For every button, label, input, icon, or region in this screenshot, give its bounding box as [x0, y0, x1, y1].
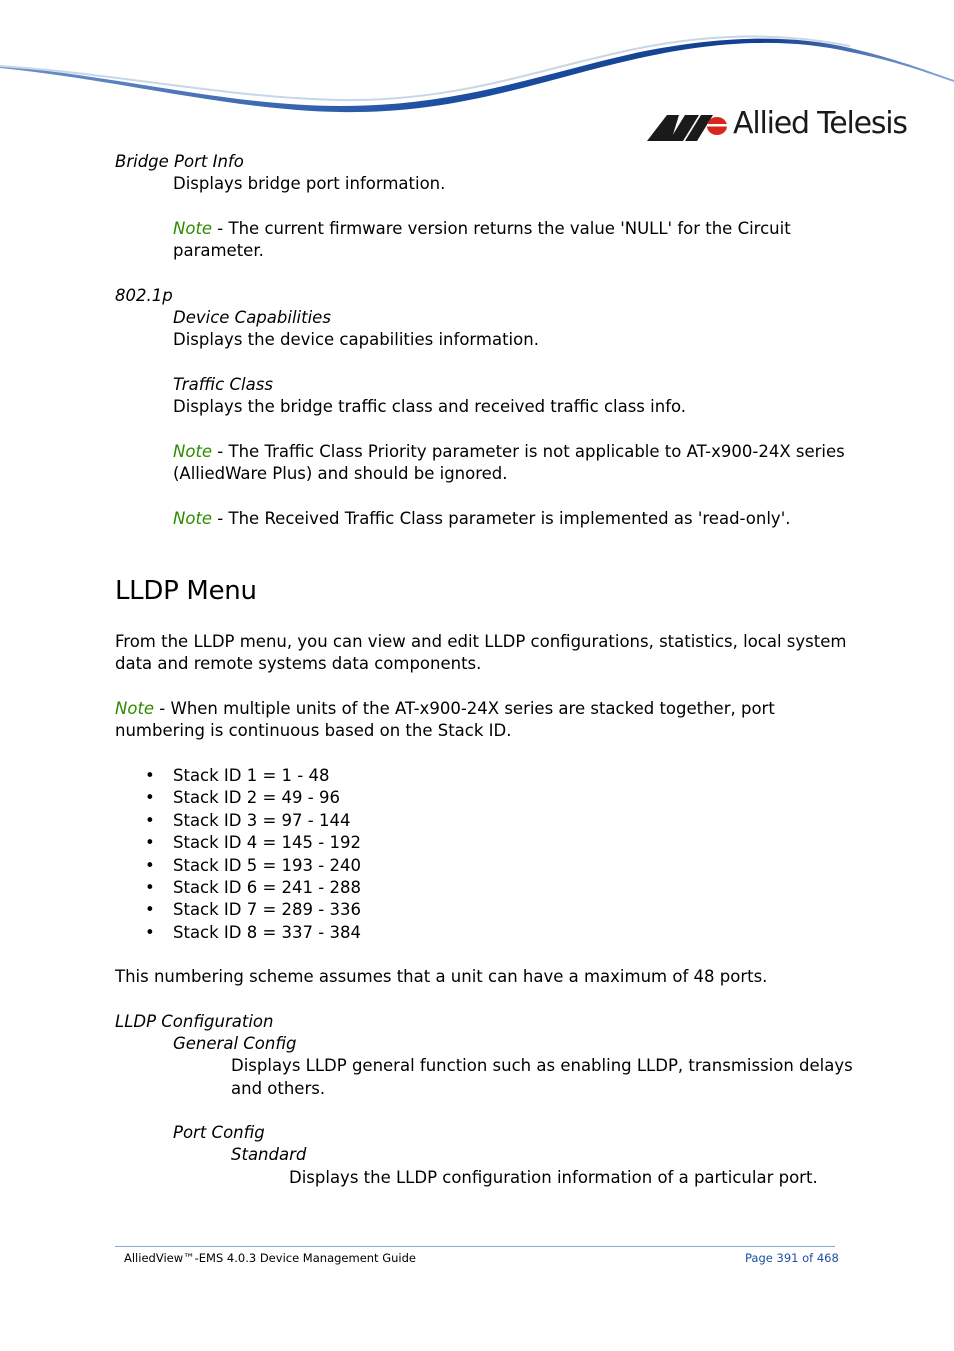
device-capabilities-description: Displays the device capabilities information.: [173, 330, 539, 349]
footer-page-number: Page 391 of 468: [745, 1251, 839, 1265]
lldp-menu-title: LLDP Menu: [115, 576, 257, 606]
port-config-heading: Port Config: [173, 1123, 265, 1142]
list-item: [145, 855, 361, 877]
bridge-port-info-note-cont: parameter.: [173, 241, 264, 260]
note-text: - The Traffic Class Priority parameter is not applicable to AT-x900-24X series: [212, 442, 845, 461]
allied-telesis-logo-mark-icon: [645, 113, 729, 143]
stack-id-text: Stack ID 7 = 289 - 336: [173, 900, 361, 920]
note-label: Note: [173, 442, 213, 461]
stack-id-text: Stack ID 5 = 193 - 240: [173, 855, 361, 875]
list-item: [145, 922, 361, 944]
stack-id-text: Stack ID 3 = 97 - 144: [173, 810, 351, 830]
bullet-icon: •: [145, 788, 155, 808]
bridge-port-info-description: Displays bridge port information.: [173, 174, 446, 193]
stack-id-text: Stack ID 1 = 1 - 48: [173, 766, 330, 785]
list-item: [145, 765, 361, 787]
note-label: Note: [173, 219, 213, 238]
numbering-scheme-text: This numbering scheme assumes that a unit can have a maximum of 48 ports.: [115, 967, 768, 986]
bullet-icon: •: [145, 900, 155, 920]
lldp-intro-line-1: From the LLDP menu, you can view and edit LLDP configurations, statistics, local system: [115, 632, 847, 651]
standard-description: Displays the LLDP configuration information of a particular port.: [289, 1168, 818, 1187]
note-text: - The current firmware version returns the value 'NULL' for the Circuit: [212, 219, 791, 238]
bullet-icon: •: [145, 833, 155, 853]
list-item: [145, 877, 361, 899]
note-text: - The Received Traffic Class parameter is implemented as 'read-only'.: [212, 509, 791, 528]
stack-id-list: [145, 765, 361, 944]
general-config-description-1: Displays LLDP general function such as enabling LLDP, transmission delays: [231, 1056, 853, 1075]
stack-id-text: Stack ID 4 = 145 - 192: [173, 833, 361, 853]
general-config-heading: General Config: [173, 1034, 297, 1053]
note-label: Note: [115, 699, 155, 718]
list-item: [145, 810, 361, 832]
stack-id-text: Stack ID 6 = 241 - 288: [173, 877, 361, 897]
note-text: - When multiple units of the AT-x900-24X series are stacked together, port: [154, 699, 775, 718]
lldp-intro-line-2: data and remote systems data components.: [115, 654, 482, 673]
list-item: [145, 832, 361, 854]
general-config-description-2: and others.: [231, 1079, 326, 1098]
list-item: [145, 787, 361, 809]
bridge-port-info-note: [173, 218, 791, 240]
lldp-configuration-heading: LLDP Configuration: [115, 1012, 274, 1031]
note-label: Note: [173, 509, 213, 528]
traffic-class-note-1: [173, 441, 845, 463]
stack-id-text: Stack ID 2 = 49 - 96: [173, 788, 340, 808]
traffic-class-note-1-cont: (AlliedWare Plus) and should be ignored.: [173, 464, 508, 483]
stack-id-text: Stack ID 8 = 337 - 384: [173, 922, 361, 942]
footer-document-title: AlliedView™-EMS 4.0.3 Device Management Guide: [124, 1251, 416, 1265]
bridge-port-info-heading: Bridge Port Info: [115, 152, 244, 171]
allied-telesis-logo: [645, 106, 907, 146]
list-item: [145, 899, 361, 921]
lldp-note: [115, 698, 775, 720]
footer-divider: [115, 1246, 835, 1247]
bullet-icon: •: [145, 810, 155, 830]
dot1p-heading: 802.1p: [115, 286, 173, 305]
bullet-icon: •: [145, 922, 155, 942]
lldp-note-cont: numbering is continuous based on the Stack ID.: [115, 721, 512, 740]
traffic-class-description: Displays the bridge traffic class and received traffic class info.: [173, 397, 687, 416]
bullet-icon: •: [145, 855, 155, 875]
bullet-icon: •: [145, 766, 155, 785]
standard-heading: Standard: [231, 1145, 307, 1164]
logo-wordmark: Allied Telesis: [733, 106, 907, 141]
traffic-class-note-2: [173, 508, 790, 530]
traffic-class-heading: Traffic Class: [173, 375, 273, 394]
device-capabilities-heading: Device Capabilities: [173, 308, 331, 327]
bullet-icon: •: [145, 877, 155, 897]
